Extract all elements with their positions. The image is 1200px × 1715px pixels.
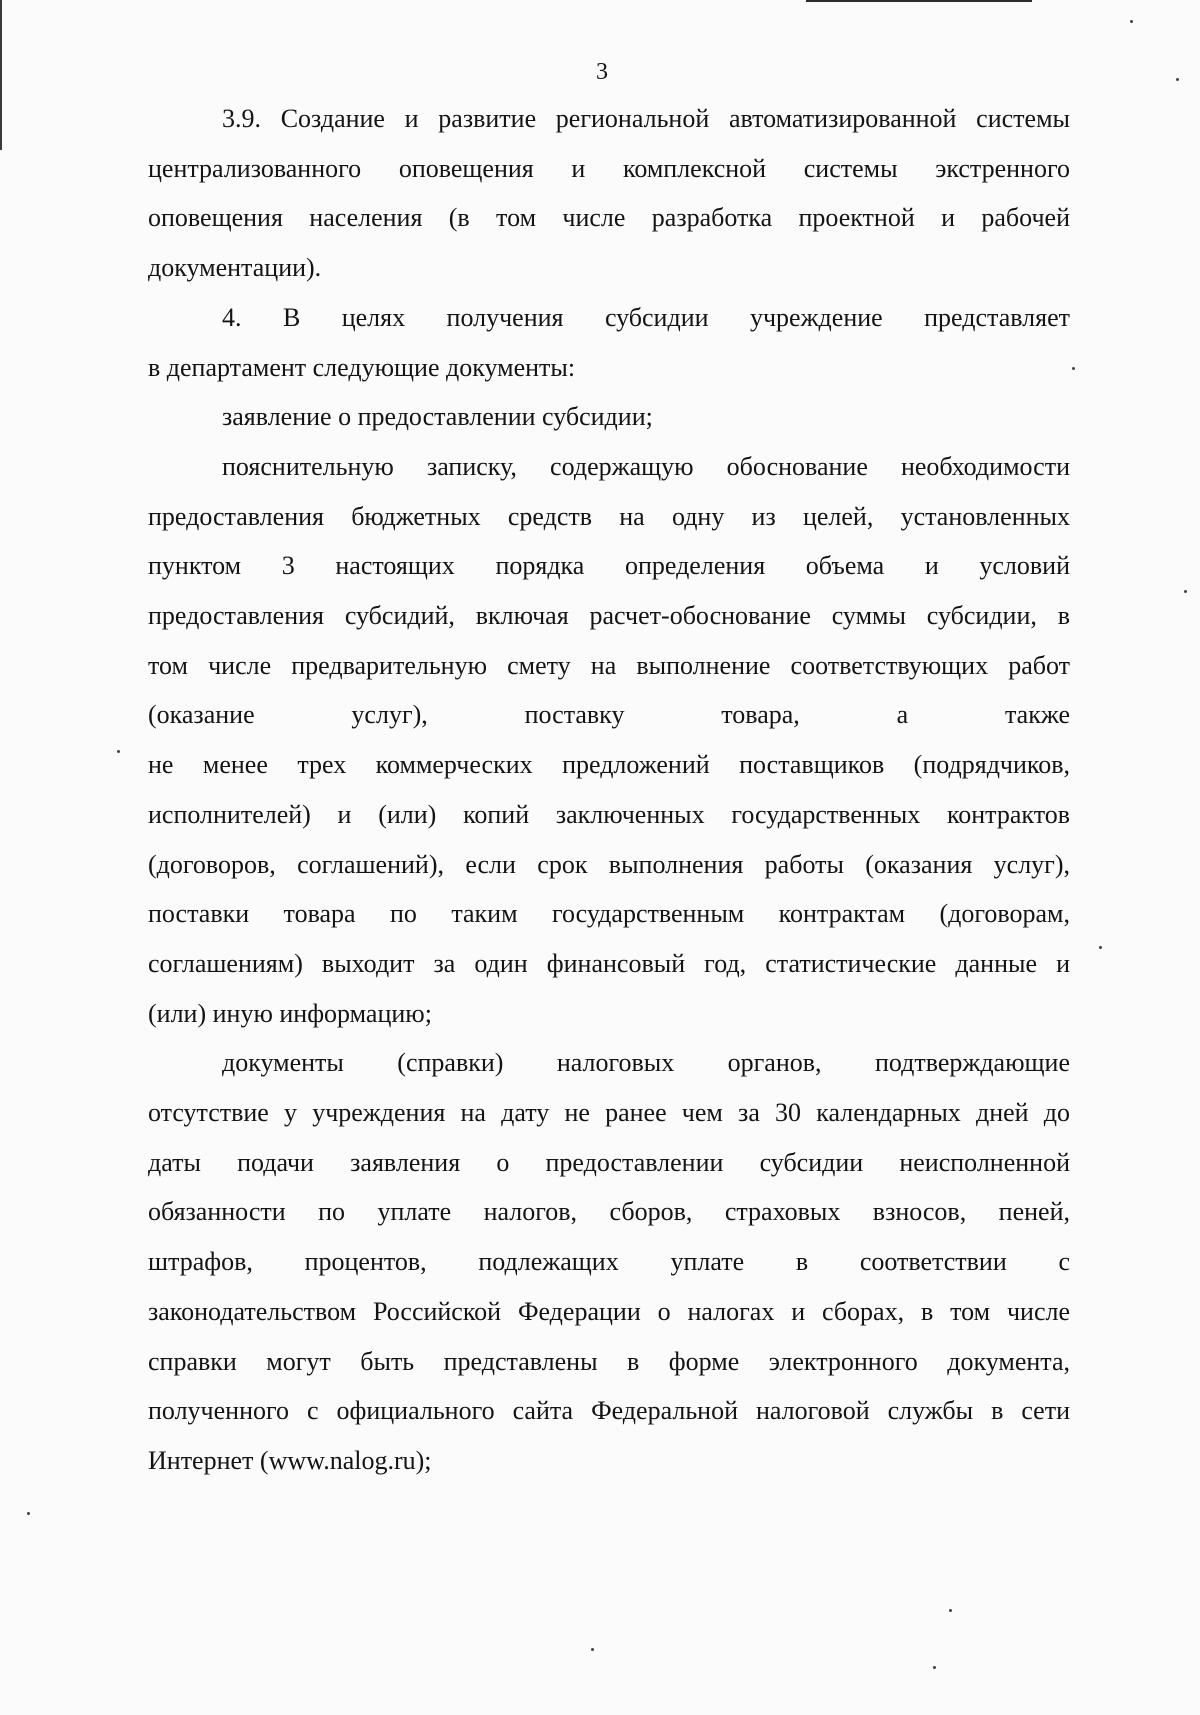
text-line: не менее трех коммерческих предложений поставщиков (подрядчиков,: [148, 750, 1070, 780]
text-line: полученного с официального сайта Федеральной налоговой службы в сети: [148, 1396, 1070, 1426]
scan-speck: [27, 1512, 30, 1515]
paragraph-4: [148, 293, 1070, 392]
text-line: 3.9. Создание и развитие региональной автоматизированной системы: [222, 104, 1070, 133]
paragraph-explanatory-note: [148, 442, 1070, 1038]
document-body: [148, 94, 1070, 1486]
text-line: отсутствие у учреждения на дату не ранее чем за 30 календарных дней до: [148, 1098, 1070, 1128]
text-line: централизованного оповещения и комплексной системы экстренного: [148, 153, 1070, 183]
scan-edge-mark: [806, 0, 1032, 2]
scan-speck: [1184, 590, 1187, 593]
scan-speck: [1099, 946, 1102, 949]
text-line: законодательством Российской Федерации о налогах и сборах, в том числе: [148, 1296, 1070, 1326]
text-line: оповещения населения (в том числе разработка проектной и рабочей: [148, 203, 1070, 233]
scan-speck: [1130, 20, 1133, 23]
text-line: обязанности по уплате налогов, сборов, страховых взносов, пеней,: [148, 1197, 1070, 1227]
text-line: предоставления бюджетных средств на одну из целей, установленных: [148, 501, 1070, 531]
text-line: пояснительную записку, содержащую обоснование необходимости: [222, 451, 1070, 481]
page-number: 3: [596, 59, 608, 85]
text-line: штрафов, процентов, подлежащих уплате в соответствии с: [148, 1247, 1070, 1277]
text-line: документы (справки) налоговых органов, подтверждающие: [222, 1048, 1070, 1078]
text-line: пунктом 3 настоящих порядка определения объема и условий: [148, 551, 1070, 581]
scan-edge-shadow: [0, 0, 2, 150]
scan-speck: [1072, 367, 1075, 370]
text-line: (договоров, соглашений), если срок выполнения работы (оказания услуг),: [148, 849, 1070, 879]
scan-speck: [933, 1666, 936, 1669]
scan-speck: [1176, 78, 1179, 81]
paragraph-application: [148, 392, 1070, 442]
scan-speck: [117, 750, 120, 753]
paragraph-3-9: [148, 94, 1070, 293]
text-line: соглашениям) выходит за один финансовый год, статистические данные и: [148, 948, 1070, 978]
text-line: предоставления субсидий, включая расчет-обоснование суммы субсидии, в: [148, 601, 1070, 631]
scan-speck: [591, 1648, 594, 1651]
text-line: том числе предварительную смету на выполнение соответствующих работ: [148, 650, 1070, 680]
text-line: (или) иную информацию;: [148, 998, 432, 1028]
paragraph-tax-certificates: [148, 1038, 1070, 1485]
text-line: в департамент следующие документы:: [148, 352, 576, 382]
text-line: исполнителей) и (или) копий заключенных государственных контрактов: [148, 799, 1070, 829]
text-line: документации).: [148, 253, 322, 283]
text-line: 4. В целях получения субсидии учреждение представляет: [222, 302, 1070, 332]
text-line: поставки товара по таким государственным контрактам (договорам,: [148, 899, 1070, 929]
scan-speck: [949, 1609, 952, 1612]
text-line: справки могут быть представлены в форме электронного документа,: [148, 1346, 1070, 1376]
text-line: (оказание услуг), поставку товара, а также: [148, 700, 1070, 730]
text-line: Интернет (www.nalog.ru);: [148, 1445, 432, 1475]
text-line: заявление о предоставлении субсидии;: [222, 402, 653, 432]
text-line: даты подачи заявления о предоставлении субсидии неисполненной: [148, 1147, 1070, 1177]
